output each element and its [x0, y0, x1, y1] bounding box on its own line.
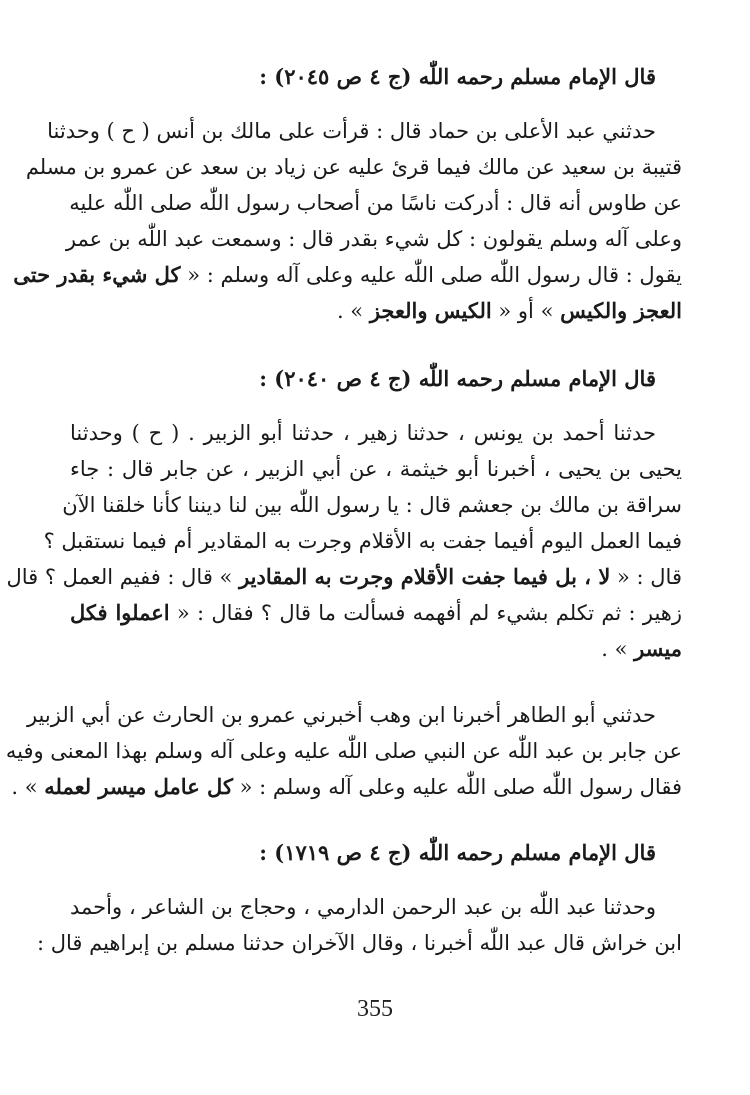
hadith-quote: العجز والكيس: [560, 298, 682, 323]
text-span: » .: [336, 299, 370, 323]
text-line: حدثنا أحمد بن يونس ، حدثنا زهير ، حدثنا أبو الزبير . ( ح ) وحدثنا: [70, 421, 656, 445]
text-span: » قال : ففيم العمل ؟ قال: [6, 565, 240, 589]
section-heading-2: قال الإمام مسلم رحمه اللّٰه (ج ٤ ص ٢٠٤٠) :: [259, 366, 656, 391]
text-line: [70, 294, 682, 328]
text-span: قال : «: [610, 565, 682, 589]
text-line: عن جابر بن عبد اللّٰه عن النبي صلى اللّٰه عليه وعلى آله وسلم بهذا المعنى وفيه: [5, 739, 682, 763]
text-line: [13, 258, 682, 292]
section-heading-1: قال الإمام مسلم رحمه اللّٰه (ج ٤ ص ٢٠٤٥) :: [259, 64, 656, 89]
text-line: يحيى بن يحيى ، أخبرنا أبو خيثمة ، عن أبي الزبير ، عن جابر قال : جاء: [70, 457, 682, 481]
text-span: يقول : قال رسول اللّٰه صلى اللّٰه عليه وعلى آله وسلم : «: [180, 263, 682, 287]
hadith-quote: كل شيء بقدر حتى: [13, 262, 181, 287]
hadith-quote: لا ، بل فيما جفت الأقلام وجرت به المقادير: [239, 564, 611, 589]
text-line: عن طاوس أنه قال : أدركت ناسًا من أصحاب رسول اللّٰه صلى اللّٰه عليه: [69, 191, 682, 215]
hadith-quote: ميسر: [634, 636, 682, 661]
text-line: ابن خراش قال عبد اللّٰه أخبرنا ، وقال الآخران حدثنا مسلم بن إبراهيم قال :: [36, 931, 682, 955]
hadith-quote: كل عامل ميسر لعمله: [44, 774, 233, 799]
text-span: » .: [11, 775, 45, 799]
section-heading-3: قال الإمام مسلم رحمه اللّٰه (ج ٤ ص ١٧١٩) :: [259, 840, 656, 865]
book-page: [5, 60, 682, 1070]
text-line: [6, 560, 682, 594]
page-number: 355: [357, 996, 393, 1022]
text-span: » أو «: [491, 299, 561, 323]
text-line: فيما العمل اليوم أفيما جفت به الأقلام وجرت به المقادير أم فيما نستقبل ؟: [43, 529, 682, 553]
text-line: سراقة بن مالك بن جعشم قال : يا رسول اللّٰه بين لنا ديننا كأنا خلقنا الآن: [62, 493, 682, 517]
text-line: [70, 596, 682, 630]
text-line: وعلى آله وسلم يقولون : كل شيء بقدر قال : وسمعت عبد اللّٰه بن عمر: [65, 227, 682, 251]
text-span: » .: [601, 637, 635, 661]
hadith-quote: الكيس والعجز: [369, 298, 492, 323]
text-line: حدثني عبد الأعلى بن حماد قال : قرأت على مالك بن أنس ( ح ) وحدثنا: [47, 119, 656, 143]
text-line: حدثني أبو الطاهر أخبرنا ابن وهب أخبرني عمرو بن الحارث عن أبي الزبير: [26, 703, 656, 727]
text-line: وحدثنا عبد اللّٰه بن عبد الرحمن الدارمي ، وحجاج بن الشاعر ، وأحمد: [70, 895, 656, 919]
text-span: زهير : ثم تكلم بشيء لم أفهمه فسألت ما قال ؟ فقال : «: [169, 601, 682, 625]
text-line: [70, 632, 682, 666]
text-line: قتيبة بن سعيد عن مالك فيما قرئ عليه عن زياد بن سعد عن عمرو بن مسلم: [25, 155, 682, 179]
text-line: [11, 770, 682, 804]
text-span: فقال رسول اللّٰه صلى اللّٰه عليه وعلى آله وسلم : «: [232, 775, 682, 799]
hadith-quote: اعملوا فكل: [70, 600, 170, 625]
